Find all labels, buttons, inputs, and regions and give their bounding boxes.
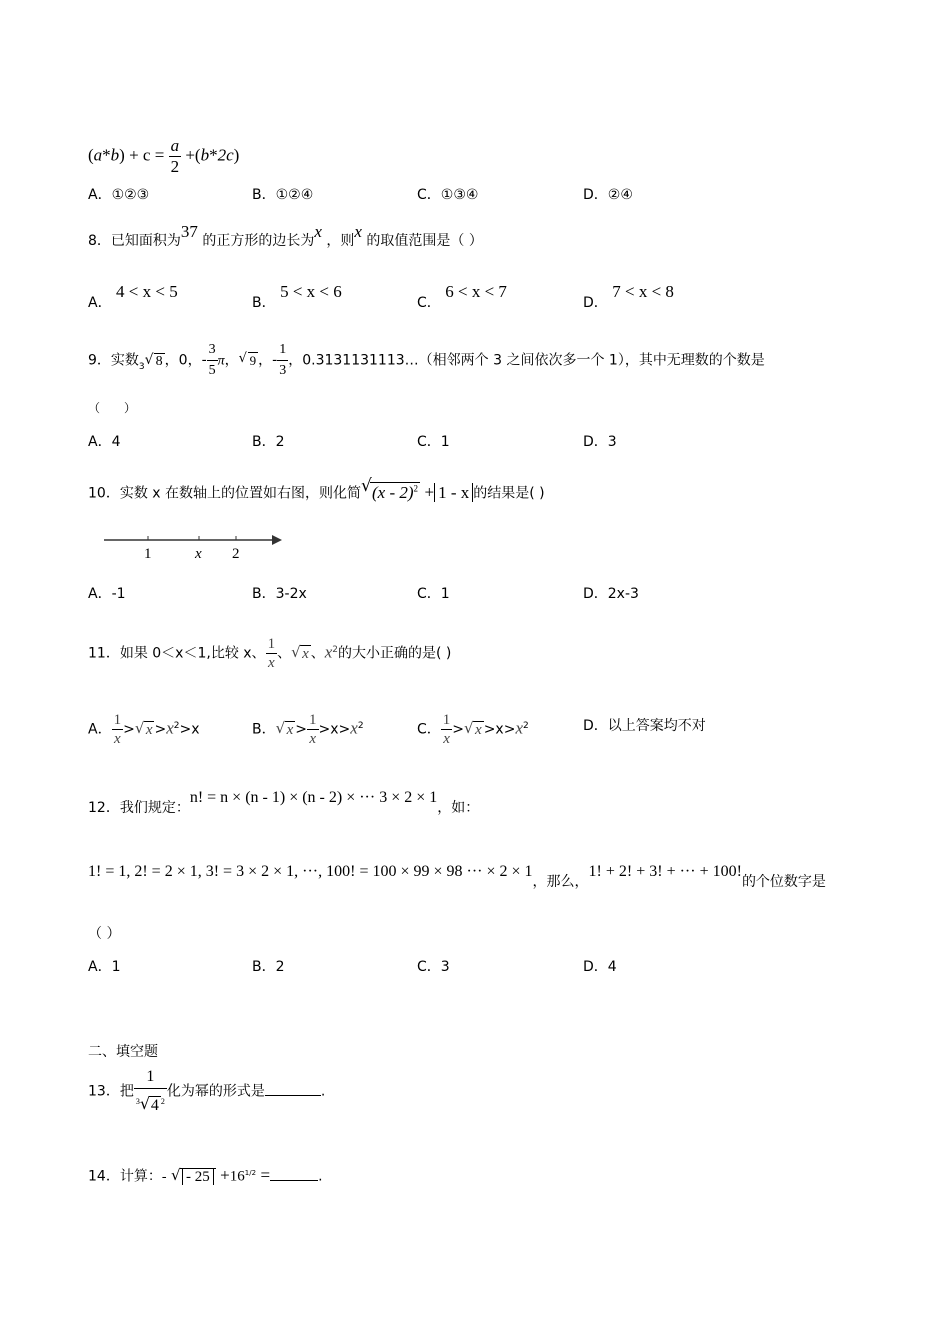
q9-question: 9．实数$_3$√ 8 ，0，- $\frac{3}{5}$ π，√ 9 ，- $\frac{1}{3}$ ，0.3131131113…（相邻两个 3 之间依次多一个 1），其中无理数的个数是	[88, 340, 765, 381]
section-title: 二、填空题	[88, 1044, 158, 1060]
q12-option-d[interactable]: D．4	[583, 959, 617, 975]
q9-option-a[interactable]: A．4	[88, 434, 121, 450]
answer-blank[interactable]	[265, 1081, 321, 1096]
q11-question: 11．如果 0＜x＜1,比较 x、 $\frac{1}{x}$ 、√ x 、$x^2$的大小正确的是( )	[88, 630, 451, 670]
q10-option-b[interactable]: B．3-2x	[252, 586, 307, 602]
q12-question: 12．我们规定：n! = n × (n - 1) × (n - 2) × ··· 3 × 2 × 1，如：	[88, 789, 480, 816]
q12-option-b[interactable]: B．2	[252, 959, 285, 975]
q8-question: 8．已知面积为37 的正方形的边长为x ，则x 的取值范围是（ ）	[88, 222, 483, 249]
q8-option-d[interactable]: D． 7 < x < 8	[583, 282, 674, 311]
q12-option-c[interactable]: C．3	[417, 959, 450, 975]
q11-option-b[interactable]: B．√ x > $\frac{1}{x}$ $>x>x^2$	[252, 706, 364, 746]
axis-label-2: 2	[232, 546, 240, 562]
q7-option-d[interactable]: D．②④	[583, 187, 633, 203]
q10-question: 10．实数 x 在数轴上的位置如右图，则化简√ (x - 2)$^2$ + 1 - x 的结果是( )	[88, 478, 545, 504]
q12-option-a[interactable]: A．1	[88, 959, 121, 975]
q9-option-d[interactable]: D．3	[583, 434, 617, 450]
q13-question: 13．把 $\frac{1}{^3√ 4 ^2}$ 化为幂的形式是 .	[88, 1066, 325, 1116]
q8-option-a[interactable]: A． 4 < x < 5	[88, 282, 178, 311]
answer-blank[interactable]	[270, 1166, 318, 1181]
square-root: √ 9	[239, 351, 259, 371]
q7-option-a[interactable]: A．①②③	[88, 187, 150, 203]
q12-examples: 1! = 1, 2! = 2 × 1, 3! = 3 × 2 × 1, ···, 100! = 100 × 99 × 98 ··· × 2 × 1，那么，1! + 2! + 3! + ··· + 100!的个位数字是	[88, 863, 826, 890]
q8-option-b[interactable]: B． 5 < x < 6	[252, 282, 342, 311]
q10-option-d[interactable]: D．2x-3	[583, 586, 639, 602]
axis-arrow-icon	[272, 535, 282, 545]
q11-option-a[interactable]: A． $\frac{1}{x}$ >√ $x >x^2>x$	[88, 706, 200, 746]
q9-paren: （ ）	[88, 401, 137, 415]
square-root: √ x	[291, 634, 311, 674]
q10-option-c[interactable]: C．1	[417, 586, 450, 602]
q7-equation: (a*b) + c = $\frac{a}{2}$ +(b*2c)	[88, 136, 240, 176]
q12-paren: （ ）	[88, 926, 121, 942]
cube-root: √ 8	[145, 352, 165, 372]
axis-label-x: x	[195, 546, 202, 562]
number-line	[100, 530, 290, 566]
q10-option-a[interactable]: A．-1	[88, 586, 126, 602]
axis-label-1: 1	[144, 546, 152, 562]
fraction: $\frac{a}{2}$	[170, 136, 180, 176]
q11-option-d[interactable]: D．以上答案均不对	[583, 718, 706, 734]
q9-option-b[interactable]: B．2	[252, 434, 285, 450]
q14-question: 14．计算：- √ - $25 +16^{1/2}$ = .	[88, 1158, 323, 1188]
square-root: √ - 25	[171, 1162, 216, 1192]
q7-option-b[interactable]: B．①②④	[252, 187, 314, 203]
q8-option-c[interactable]: C． 6 < x < 7	[417, 282, 507, 311]
fraction: $\frac{1}{^3√ 4 ^2}$	[134, 1066, 167, 1117]
paren: (	[88, 145, 94, 165]
absolute-value: 1 - x	[434, 483, 473, 502]
square-root: √ (x - 2)$^2$	[361, 478, 420, 503]
q11-option-c[interactable]: C． $\frac{1}{x}$ >√ $x >x>x^2$	[417, 706, 529, 746]
q9-option-c[interactable]: C．1	[417, 434, 450, 450]
q7-option-c[interactable]: C．①③④	[417, 187, 479, 203]
